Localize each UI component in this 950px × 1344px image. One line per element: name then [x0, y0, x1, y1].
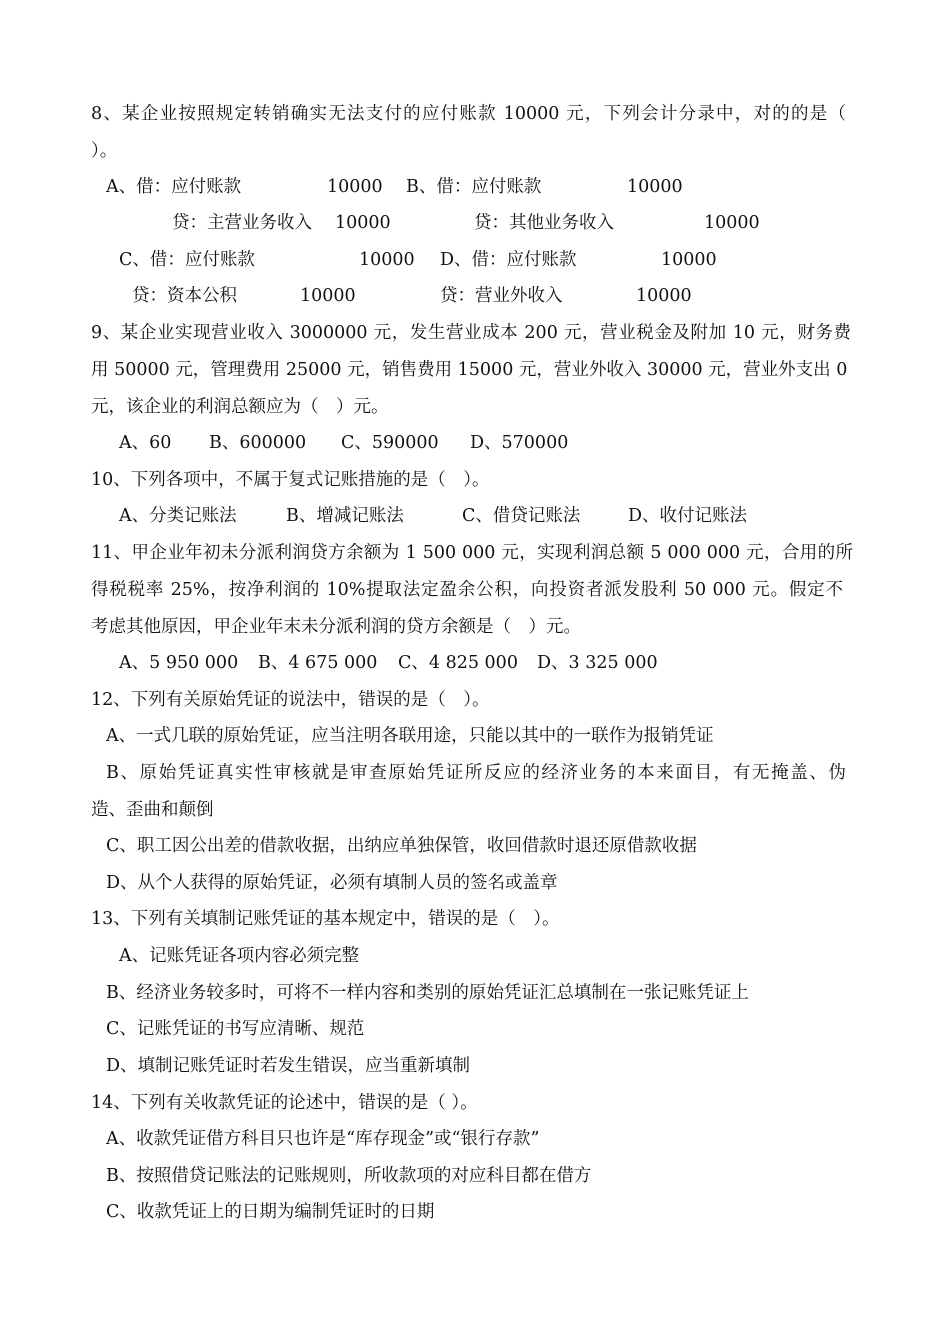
q11-option-b: B、4 675 000: [258, 653, 378, 673]
q8-option-c-debit-amount: 10000: [359, 250, 415, 270]
q12-option-b-line1: B、原始凭证真实性审核就是审查原始凭证所反应的经济业务的本来面目，有无掩盖、伪: [106, 763, 846, 783]
q8-option-c-credit-amount: 10000: [300, 286, 356, 306]
q9-option-c: C、590000: [341, 433, 439, 453]
q8-option-b-debit-amount: 10000: [627, 177, 683, 197]
q12-option-b-line2: 造、歪曲和颠倒: [91, 800, 214, 820]
q10-option-a: A、分类记账法: [119, 506, 237, 526]
q9-option-a: A、60: [119, 433, 172, 453]
q8-option-b-debit: B、借：应付账款: [406, 177, 542, 197]
q11-stem-line2: 得税税率 25%，按净利润的 10%提取法定盈余公积，向投资者派发股利 50 000 元。假定不: [91, 580, 843, 600]
q8-option-c-credit: 贷：资本公积: [132, 286, 237, 306]
q8-stem-line1: 8、某企业按照规定转销确实无法支付的应付账款 10000 元，下列会计分录中，对的的是（: [91, 104, 846, 124]
q8-option-d-debit: D、借：应付账款: [440, 250, 577, 270]
q11-option-a: A、5 950 000: [119, 653, 239, 673]
q12-option-d: D、从个人获得的原始凭证，必须有填制人员的签名或盖章: [106, 873, 558, 893]
q11-stem-line3: 考虑其他原因，甲企业年末未分派利润的贷方余额是（ ）元。: [91, 617, 581, 637]
q8-option-a-credit: 贷：主营业务收入: [172, 213, 312, 233]
q12-stem: 12、下列有关原始凭证的说法中，错误的是（ ）。: [91, 690, 490, 710]
q13-option-d: D、填制记账凭证时若发生错误，应当重新填制: [106, 1056, 471, 1076]
q11-option-d: D、3 325 000: [537, 653, 658, 673]
q14-option-a: A、收款凭证借方科目只也许是“库存现金”或“银行存款”: [106, 1129, 540, 1149]
q8-option-b-credit: 贷：其他业务收入: [474, 213, 614, 233]
q8-option-b-credit-amount: 10000: [704, 213, 760, 233]
q8-option-d-credit-amount: 10000: [636, 286, 692, 306]
q10-option-d: D、收付记账法: [628, 506, 748, 526]
q14-stem: 14、下列有关收款凭证的论述中，错误的是（ ）。: [91, 1093, 478, 1113]
q8-option-c-debit: C、借：应付账款: [119, 250, 255, 270]
q10-option-c: C、借贷记账法: [462, 506, 581, 526]
q9-option-b: B、600000: [209, 433, 307, 453]
q9-option-d: D、570000: [470, 433, 569, 453]
q8-stem-line2: ）。: [91, 141, 118, 161]
q9-stem-line1: 9、某企业实现营业收入 3000000 元，发生营业成本 200 元，营业税金及附加 10 元，财务费: [91, 323, 851, 343]
q13-option-a: A、记账凭证各项内容必须完整: [119, 946, 360, 966]
q11-option-c: C、4 825 000: [398, 653, 518, 673]
q13-option-c: C、记账凭证的书写应清晰、规范: [106, 1019, 365, 1039]
q8-option-d-credit: 贷：营业外收入: [440, 286, 563, 306]
q10-stem: 10、下列各项中，不属于复式记账措施的是（ ）。: [91, 470, 490, 490]
q9-stem-line3: 元，该企业的利润总额应为（ ）元。: [91, 397, 389, 417]
q8-option-d-debit-amount: 10000: [661, 250, 717, 270]
q14-option-b: B、按照借贷记账法的记账规则，所收款项的对应科目都在借方: [106, 1166, 592, 1186]
q13-stem: 13、下列有关填制记账凭证的基本规定中，错误的是（ ）。: [91, 909, 560, 929]
q10-option-b: B、增减记账法: [286, 506, 404, 526]
q8-option-a-credit-amount: 10000: [335, 213, 391, 233]
q14-option-c: C、收款凭证上的日期为编制凭证时的日期: [106, 1202, 435, 1222]
q9-stem-line2: 用 50000 元，管理费用 25000 元，销售费用 15000 元，营业外收入 30000 元，营业外支出 0: [91, 360, 848, 380]
q13-option-b: B、经济业务较多时，可将不一样内容和类别的原始凭证汇总填制在一张记账凭证上: [106, 983, 749, 1003]
q12-option-c: C、职工因公出差的借款收据，出纳应单独保管，收回借款时退还原借款收据: [106, 836, 697, 856]
q12-option-a: A、一式几联的原始凭证，应当注明各联用途，只能以其中的一联作为报销凭证: [106, 726, 714, 746]
q8-option-a-debit: A、借：应付账款: [106, 177, 242, 197]
q11-stem-line1: 11、甲企业年初未分派利润贷方余额为 1 500 000 元，实现利润总额 5 000 000 元，合用的所: [91, 543, 853, 563]
q8-option-a-debit-amount: 10000: [327, 177, 383, 197]
